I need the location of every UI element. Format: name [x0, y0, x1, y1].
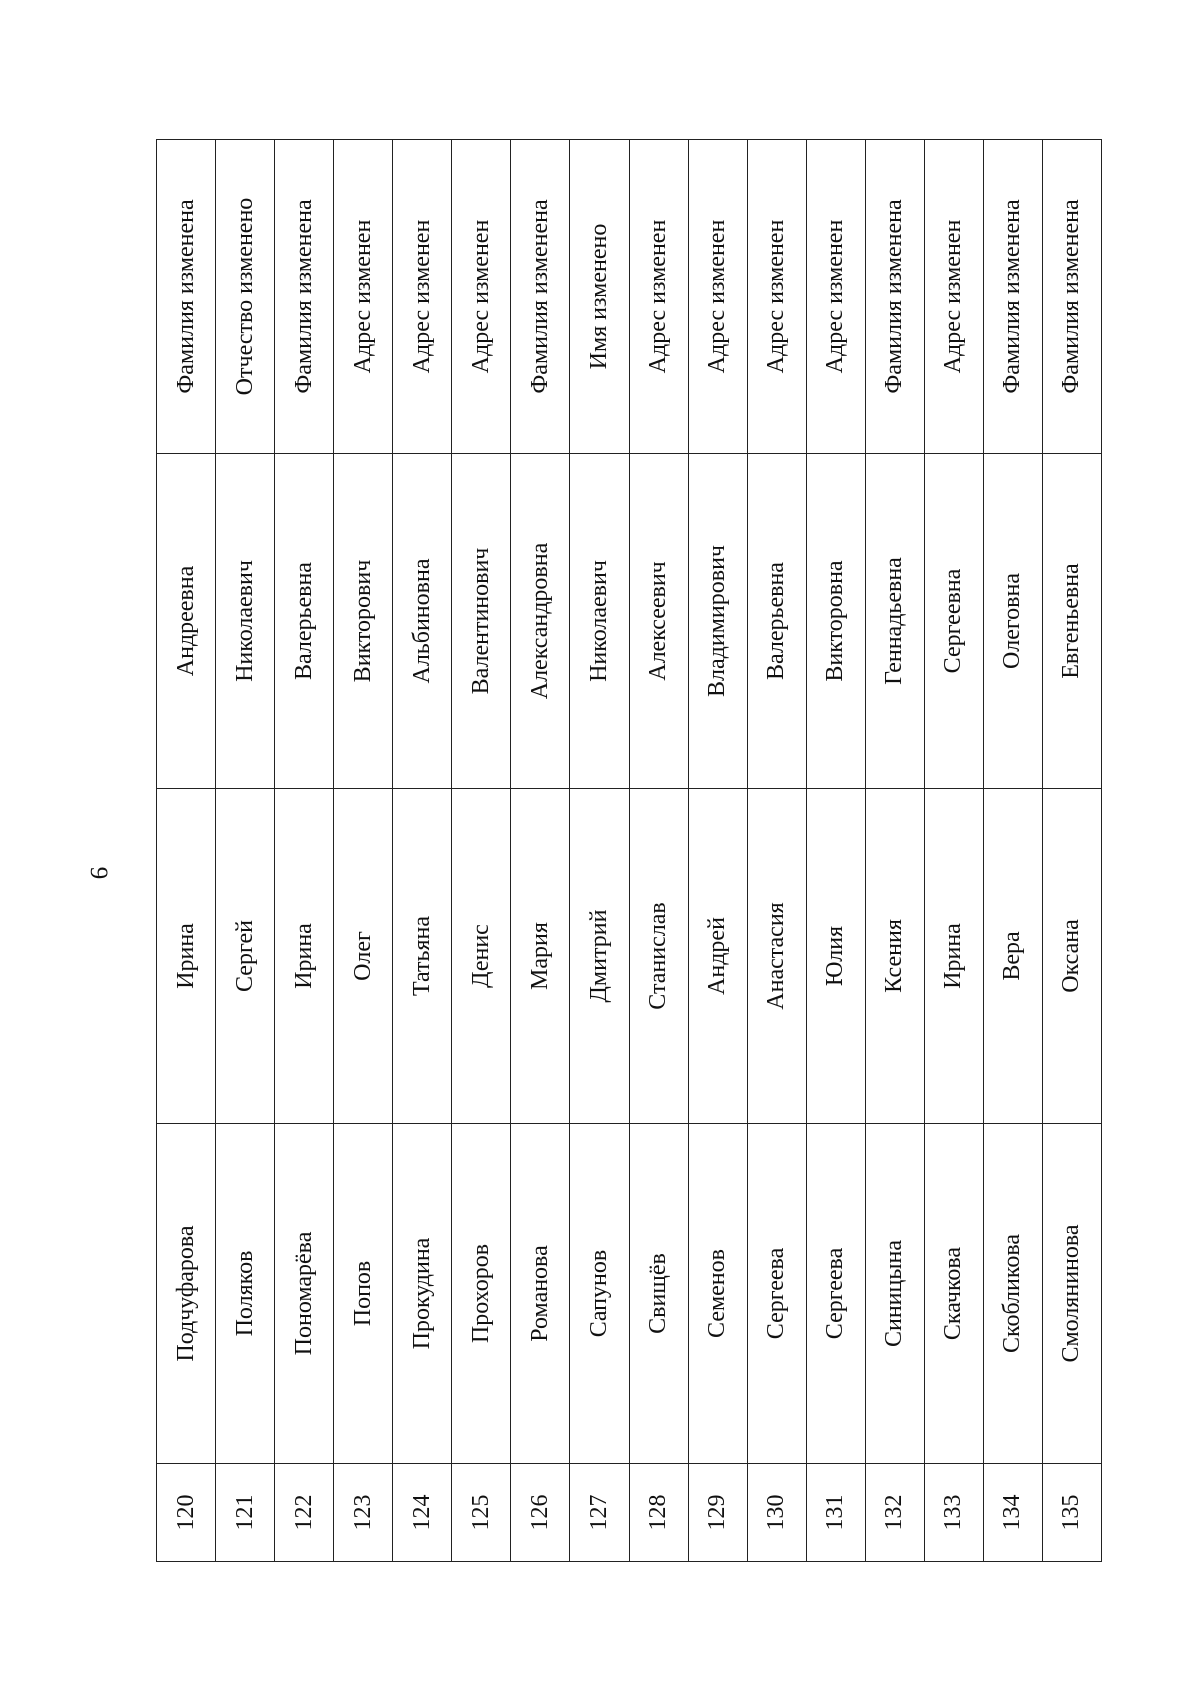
last-name: Синицына	[865, 1124, 924, 1464]
change-note: Адрес изменен	[393, 140, 452, 454]
table-body	[157, 140, 1102, 1562]
first-name: Дмитрий	[570, 789, 629, 1124]
table-row	[629, 140, 688, 1562]
first-name: Юлия	[806, 789, 865, 1124]
first-name: Денис	[452, 789, 511, 1124]
change-note: Адрес изменен	[924, 140, 983, 454]
page-number: 9	[85, 866, 112, 880]
first-name: Андрей	[688, 789, 747, 1124]
row-number: 124	[393, 1464, 452, 1562]
first-name: Оксана	[1042, 789, 1101, 1124]
row-number: 135	[1042, 1464, 1101, 1562]
table-row	[275, 140, 334, 1562]
last-name: Попов	[334, 1124, 393, 1464]
last-name: Поляков	[216, 1124, 275, 1464]
row-number: 120	[157, 1464, 216, 1562]
change-note: Фамилия изменена	[511, 140, 570, 454]
last-name: Семенов	[688, 1124, 747, 1464]
change-note: Отчество изменено	[216, 140, 275, 454]
row-number: 128	[629, 1464, 688, 1562]
patronymic: Валерьевна	[747, 454, 806, 789]
last-name: Подчуфарова	[157, 1124, 216, 1464]
table-row	[570, 140, 629, 1562]
change-note: Адрес изменен	[452, 140, 511, 454]
first-name: Ирина	[924, 789, 983, 1124]
first-name: Анастасия	[747, 789, 806, 1124]
last-name: Сергеева	[747, 1124, 806, 1464]
change-note: Фамилия изменена	[865, 140, 924, 454]
change-note: Фамилия изменена	[1042, 140, 1101, 454]
table-row	[924, 140, 983, 1562]
first-name: Сергей	[216, 789, 275, 1124]
table-row	[216, 140, 275, 1562]
change-note: Адрес изменен	[806, 140, 865, 454]
patronymic: Николаевич	[216, 454, 275, 789]
first-name: Ирина	[157, 789, 216, 1124]
table-row	[983, 140, 1042, 1562]
table-row	[452, 140, 511, 1562]
table-row	[511, 140, 570, 1562]
change-note: Адрес изменен	[629, 140, 688, 454]
first-name: Ирина	[275, 789, 334, 1124]
table-row	[806, 140, 865, 1562]
row-number: 130	[747, 1464, 806, 1562]
row-number: 125	[452, 1464, 511, 1562]
first-name: Татьяна	[393, 789, 452, 1124]
patronymic: Валерьевна	[275, 454, 334, 789]
patronymic: Алексеевич	[629, 454, 688, 789]
row-number: 132	[865, 1464, 924, 1562]
first-name: Мария	[511, 789, 570, 1124]
change-note: Фамилия изменена	[157, 140, 216, 454]
row-number: 131	[806, 1464, 865, 1562]
patronymic: Викторович	[334, 454, 393, 789]
patronymic: Валентинович	[452, 454, 511, 789]
patronymic: Александровна	[511, 454, 570, 789]
table-row	[1042, 140, 1101, 1562]
patronymic: Николаевич	[570, 454, 629, 789]
last-name: Пономарёва	[275, 1124, 334, 1464]
last-name: Скачкова	[924, 1124, 983, 1464]
row-number: 126	[511, 1464, 570, 1562]
table-row	[688, 140, 747, 1562]
last-name: Смолянинова	[1042, 1124, 1101, 1464]
patronymic: Олеговна	[983, 454, 1042, 789]
table-row	[334, 140, 393, 1562]
first-name: Ксения	[865, 789, 924, 1124]
change-note: Адрес изменен	[747, 140, 806, 454]
table-row	[157, 140, 216, 1562]
patronymic: Андреевна	[157, 454, 216, 789]
last-name: Скобликова	[983, 1124, 1042, 1464]
registry-table	[156, 139, 1102, 1562]
row-number: 123	[334, 1464, 393, 1562]
change-note: Имя изменено	[570, 140, 629, 454]
last-name: Сергеева	[806, 1124, 865, 1464]
last-name: Прокудина	[393, 1124, 452, 1464]
change-note: Фамилия изменена	[275, 140, 334, 454]
row-number: 134	[983, 1464, 1042, 1562]
table-row	[865, 140, 924, 1562]
patronymic: Сергеевна	[924, 454, 983, 789]
last-name: Романова	[511, 1124, 570, 1464]
row-number: 127	[570, 1464, 629, 1562]
row-number: 133	[924, 1464, 983, 1562]
change-note: Адрес изменен	[688, 140, 747, 454]
table-row	[393, 140, 452, 1562]
patronymic: Альбиновна	[393, 454, 452, 789]
change-note: Фамилия изменена	[983, 140, 1042, 454]
rotated-table-container	[156, 140, 1102, 1562]
table-row	[747, 140, 806, 1562]
first-name: Станислав	[629, 789, 688, 1124]
first-name: Вера	[983, 789, 1042, 1124]
first-name: Олег	[334, 789, 393, 1124]
patronymic: Евгеньевна	[1042, 454, 1101, 789]
last-name: Свищёв	[629, 1124, 688, 1464]
patronymic: Владимирович	[688, 454, 747, 789]
patronymic: Викторовна	[806, 454, 865, 789]
row-number: 121	[216, 1464, 275, 1562]
patronymic: Геннадьевна	[865, 454, 924, 789]
change-note: Адрес изменен	[334, 140, 393, 454]
row-number: 122	[275, 1464, 334, 1562]
last-name: Прохоров	[452, 1124, 511, 1464]
last-name: Сапунов	[570, 1124, 629, 1464]
row-number: 129	[688, 1464, 747, 1562]
